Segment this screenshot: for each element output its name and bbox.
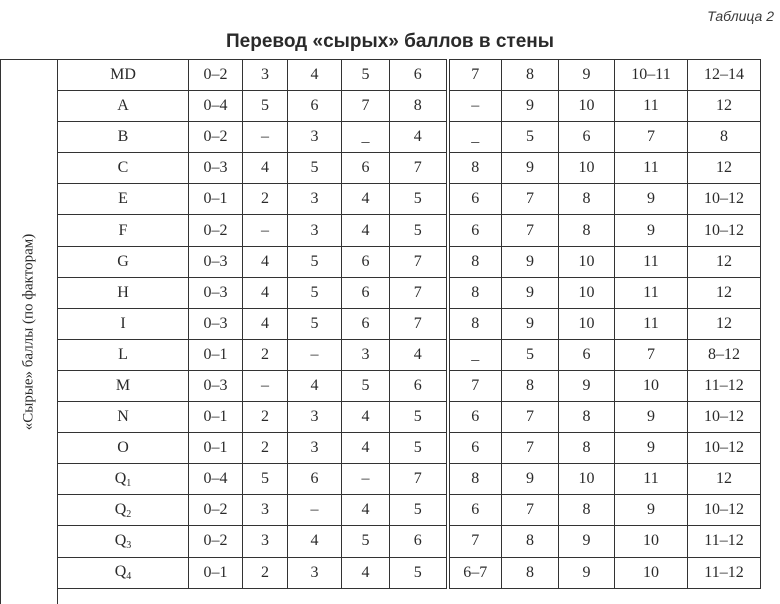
score-cell: 9 bbox=[502, 91, 559, 122]
score-cell: 8–12 bbox=[688, 339, 761, 370]
side-label-cell bbox=[0, 59, 58, 604]
score-cell: 12 bbox=[688, 246, 761, 277]
score-cell: 6 bbox=[390, 370, 448, 401]
score-cell: 7 bbox=[448, 526, 502, 557]
score-cell: 10 bbox=[559, 464, 615, 495]
score-cell: – bbox=[448, 91, 502, 122]
score-cell: 3 bbox=[342, 339, 390, 370]
factor-subscript: 2 bbox=[126, 508, 132, 520]
score-cell: 5 bbox=[390, 557, 448, 588]
table-row bbox=[58, 277, 761, 308]
table-row bbox=[58, 495, 761, 526]
score-cell: 6 bbox=[448, 215, 502, 246]
score-cell: 8 bbox=[688, 122, 761, 153]
score-cell: 11 bbox=[615, 308, 688, 339]
score-cell: 4 bbox=[243, 153, 288, 184]
score-cell: 9 bbox=[615, 215, 688, 246]
score-cell: 7 bbox=[502, 495, 559, 526]
table-row bbox=[58, 526, 761, 557]
score-cell: 5 bbox=[390, 184, 448, 215]
score-cell: 4 bbox=[288, 370, 342, 401]
factor-cell: $Q_1$ bbox=[58, 464, 189, 495]
score-cell: 4 bbox=[342, 215, 390, 246]
score-cell: 8 bbox=[559, 495, 615, 526]
score-cell: 6 bbox=[342, 153, 390, 184]
score-cell: 2 bbox=[243, 184, 288, 215]
score-cell: 6 bbox=[342, 277, 390, 308]
table-row bbox=[58, 184, 761, 215]
table-row bbox=[58, 402, 761, 433]
score-cell: 6 bbox=[448, 402, 502, 433]
score-cell: 0–1 bbox=[189, 402, 243, 433]
score-cell: 8 bbox=[559, 402, 615, 433]
score-cell: – bbox=[288, 339, 342, 370]
factor-cell: MD bbox=[58, 60, 189, 91]
score-cell: 5 bbox=[390, 433, 448, 464]
score-cell: 7 bbox=[390, 464, 448, 495]
score-cell: 7 bbox=[615, 122, 688, 153]
factor-cell: C bbox=[58, 153, 189, 184]
score-cell: 7 bbox=[390, 277, 448, 308]
score-cell: 6 bbox=[559, 339, 615, 370]
factor-subscript: 1 bbox=[126, 477, 132, 489]
score-cell: 8 bbox=[390, 91, 448, 122]
score-cell: 7 bbox=[502, 402, 559, 433]
score-cell: 9 bbox=[615, 402, 688, 433]
score-cell: 6 bbox=[390, 60, 448, 91]
score-cell: 7 bbox=[390, 153, 448, 184]
score-cell: 4 bbox=[342, 433, 390, 464]
score-cell: 9 bbox=[502, 308, 559, 339]
score-cell: 10–12 bbox=[688, 433, 761, 464]
score-cell: 7 bbox=[448, 370, 502, 401]
score-cell: 9 bbox=[615, 495, 688, 526]
table-caption: Таблица 2 bbox=[707, 8, 774, 24]
score-cell: – bbox=[243, 370, 288, 401]
score-cell: 2 bbox=[243, 339, 288, 370]
table-row bbox=[58, 91, 761, 122]
score-cell: 7 bbox=[390, 246, 448, 277]
score-cell: 5 bbox=[390, 402, 448, 433]
factor-cell: $Q_4$ bbox=[58, 557, 189, 588]
score-cell: 5 bbox=[288, 246, 342, 277]
score-cell: 4 bbox=[243, 308, 288, 339]
score-cell: 0–2 bbox=[189, 215, 243, 246]
score-cell: 9 bbox=[559, 370, 615, 401]
score-cell: 8 bbox=[448, 464, 502, 495]
score-cell: 8 bbox=[502, 557, 559, 588]
score-cell: 10–12 bbox=[688, 495, 761, 526]
score-cell: 11–12 bbox=[688, 526, 761, 557]
factor-cell: I bbox=[58, 308, 189, 339]
score-cell: 5 bbox=[342, 526, 390, 557]
table-row bbox=[58, 122, 761, 153]
score-cell: 5 bbox=[390, 215, 448, 246]
score-cell: 4 bbox=[390, 339, 448, 370]
score-cell: _ bbox=[448, 122, 502, 153]
factor-cell: F bbox=[58, 215, 189, 246]
table-row bbox=[58, 246, 761, 277]
score-cell: 5 bbox=[342, 370, 390, 401]
score-cell: 8 bbox=[559, 215, 615, 246]
score-cell: 3 bbox=[243, 495, 288, 526]
score-cell: 5 bbox=[243, 464, 288, 495]
score-cell: 6 bbox=[288, 464, 342, 495]
score-cell: 0–2 bbox=[189, 526, 243, 557]
score-cell: 0–3 bbox=[189, 370, 243, 401]
table-row bbox=[58, 153, 761, 184]
score-cell: 4 bbox=[342, 402, 390, 433]
score-cell: _ bbox=[448, 339, 502, 370]
score-cell: 10 bbox=[559, 277, 615, 308]
score-cell: 7 bbox=[502, 215, 559, 246]
score-cell: 9 bbox=[502, 153, 559, 184]
score-cell: 6 bbox=[559, 122, 615, 153]
score-cell: 9 bbox=[615, 433, 688, 464]
score-cell: – bbox=[243, 215, 288, 246]
score-cell: 11 bbox=[615, 91, 688, 122]
factor-cell: E bbox=[58, 184, 189, 215]
score-cell: 8 bbox=[559, 184, 615, 215]
score-cell: 11 bbox=[615, 277, 688, 308]
score-cell: 6 bbox=[390, 526, 448, 557]
score-cell: _ bbox=[342, 122, 390, 153]
table-row bbox=[58, 464, 761, 495]
score-cell: 9 bbox=[502, 246, 559, 277]
factor-cell: H bbox=[58, 277, 189, 308]
score-cell: 12 bbox=[688, 153, 761, 184]
score-cell: 9 bbox=[559, 557, 615, 588]
score-cell: 7 bbox=[615, 339, 688, 370]
score-cell: 10–12 bbox=[688, 215, 761, 246]
score-cell: 5 bbox=[288, 153, 342, 184]
score-cell: 2 bbox=[243, 433, 288, 464]
score-cell: 0–4 bbox=[189, 464, 243, 495]
score-cell: 3 bbox=[288, 184, 342, 215]
score-cell: 2 bbox=[243, 557, 288, 588]
score-cell: 11 bbox=[615, 464, 688, 495]
score-cell: 9 bbox=[502, 277, 559, 308]
score-cell: 9 bbox=[502, 464, 559, 495]
score-cell: 4 bbox=[288, 526, 342, 557]
score-cell: 0–2 bbox=[189, 495, 243, 526]
factor-cell: B bbox=[58, 122, 189, 153]
score-cell: 6 bbox=[342, 308, 390, 339]
factor-cell: A bbox=[58, 91, 189, 122]
table-row bbox=[58, 308, 761, 339]
score-cell: 6 bbox=[448, 433, 502, 464]
score-cell: 12–14 bbox=[688, 60, 761, 91]
score-cell: 0–3 bbox=[189, 246, 243, 277]
side-label: «Сырые» баллы (по факторам) bbox=[20, 233, 37, 431]
score-cell: – bbox=[243, 122, 288, 153]
score-cell: 0–2 bbox=[189, 60, 243, 91]
score-cell: 7 bbox=[342, 91, 390, 122]
factor-cell: $Q_2$ bbox=[58, 495, 189, 526]
score-cell: 12 bbox=[688, 91, 761, 122]
score-cell: 7 bbox=[502, 184, 559, 215]
score-cell: 8 bbox=[448, 246, 502, 277]
score-cell: 6 bbox=[448, 495, 502, 526]
score-cell: 11 bbox=[615, 246, 688, 277]
score-cell: 5 bbox=[288, 308, 342, 339]
score-cell: 10 bbox=[615, 370, 688, 401]
table-row bbox=[58, 370, 761, 401]
score-cell: 8 bbox=[502, 526, 559, 557]
score-cell: 0–3 bbox=[189, 277, 243, 308]
score-cell: 10 bbox=[615, 526, 688, 557]
factor-subscript: 4 bbox=[126, 571, 132, 583]
score-cell: 7 bbox=[448, 60, 502, 91]
factor-cell: L bbox=[58, 339, 189, 370]
score-cell: 4 bbox=[390, 122, 448, 153]
score-cell: 8 bbox=[448, 277, 502, 308]
table-title: Перевод «сырых» баллов в стены bbox=[226, 31, 554, 52]
score-cell: 6 bbox=[448, 184, 502, 215]
score-cell: 0–1 bbox=[189, 433, 243, 464]
factor-cell: G bbox=[58, 246, 189, 277]
score-cell: 5 bbox=[243, 91, 288, 122]
score-cell: 10 bbox=[559, 153, 615, 184]
factor-cell: $Q_3$ bbox=[58, 526, 189, 557]
factor-cell: N bbox=[58, 402, 189, 433]
score-cell: 10–11 bbox=[615, 60, 688, 91]
table-body bbox=[58, 60, 761, 589]
score-cell: 0–3 bbox=[189, 153, 243, 184]
score-cell: 12 bbox=[688, 277, 761, 308]
score-cell: 3 bbox=[288, 122, 342, 153]
score-cell: 10 bbox=[559, 246, 615, 277]
score-cell: 10–12 bbox=[688, 402, 761, 433]
factor-cell: M bbox=[58, 370, 189, 401]
factor-subscript: 3 bbox=[126, 539, 132, 551]
score-cell: 8 bbox=[559, 433, 615, 464]
score-cell: 0–1 bbox=[189, 339, 243, 370]
header-row bbox=[58, 60, 761, 91]
score-cell: 3 bbox=[243, 60, 288, 91]
score-cell: 4 bbox=[288, 60, 342, 91]
score-cell: 8 bbox=[448, 308, 502, 339]
score-cell: 4 bbox=[342, 495, 390, 526]
score-cell: 10 bbox=[559, 308, 615, 339]
conversion-table bbox=[57, 59, 761, 589]
factor-cell: O bbox=[58, 433, 189, 464]
score-cell: 9 bbox=[559, 526, 615, 557]
score-cell: 6 bbox=[288, 91, 342, 122]
score-cell: – bbox=[288, 495, 342, 526]
table-row bbox=[58, 339, 761, 370]
score-cell: – bbox=[342, 464, 390, 495]
score-cell: 12 bbox=[688, 308, 761, 339]
score-cell: 10 bbox=[559, 91, 615, 122]
score-cell: 6 bbox=[342, 246, 390, 277]
score-cell: 6–7 bbox=[448, 557, 502, 588]
score-cell: 8 bbox=[502, 370, 559, 401]
score-cell: 0–1 bbox=[189, 557, 243, 588]
score-cell: 5 bbox=[502, 122, 559, 153]
score-cell: 0–2 bbox=[189, 122, 243, 153]
score-cell: 0–1 bbox=[189, 184, 243, 215]
score-cell: 5 bbox=[502, 339, 559, 370]
table-row bbox=[58, 433, 761, 464]
score-cell: 7 bbox=[502, 433, 559, 464]
score-cell: 4 bbox=[243, 246, 288, 277]
score-cell: 9 bbox=[615, 184, 688, 215]
score-cell: 3 bbox=[243, 526, 288, 557]
score-cell: 5 bbox=[342, 60, 390, 91]
table-row bbox=[58, 215, 761, 246]
score-cell: 12 bbox=[688, 464, 761, 495]
score-cell: 5 bbox=[390, 495, 448, 526]
score-cell: 10–12 bbox=[688, 184, 761, 215]
score-cell: 4 bbox=[342, 557, 390, 588]
score-cell: 3 bbox=[288, 215, 342, 246]
score-cell: 3 bbox=[288, 433, 342, 464]
score-cell: 0–3 bbox=[189, 308, 243, 339]
score-cell: 8 bbox=[448, 153, 502, 184]
score-cell: 11–12 bbox=[688, 370, 761, 401]
score-cell: 4 bbox=[342, 184, 390, 215]
score-cell: 8 bbox=[502, 60, 559, 91]
score-cell: 9 bbox=[559, 60, 615, 91]
score-cell: 11–12 bbox=[688, 557, 761, 588]
score-cell: 7 bbox=[390, 308, 448, 339]
score-cell: 3 bbox=[288, 402, 342, 433]
score-cell: 2 bbox=[243, 402, 288, 433]
score-cell: 11 bbox=[615, 153, 688, 184]
score-cell: 3 bbox=[288, 557, 342, 588]
score-cell: 0–4 bbox=[189, 91, 243, 122]
table-row bbox=[58, 557, 761, 588]
score-cell: 5 bbox=[288, 277, 342, 308]
score-cell: 10 bbox=[615, 557, 688, 588]
score-cell: 4 bbox=[243, 277, 288, 308]
